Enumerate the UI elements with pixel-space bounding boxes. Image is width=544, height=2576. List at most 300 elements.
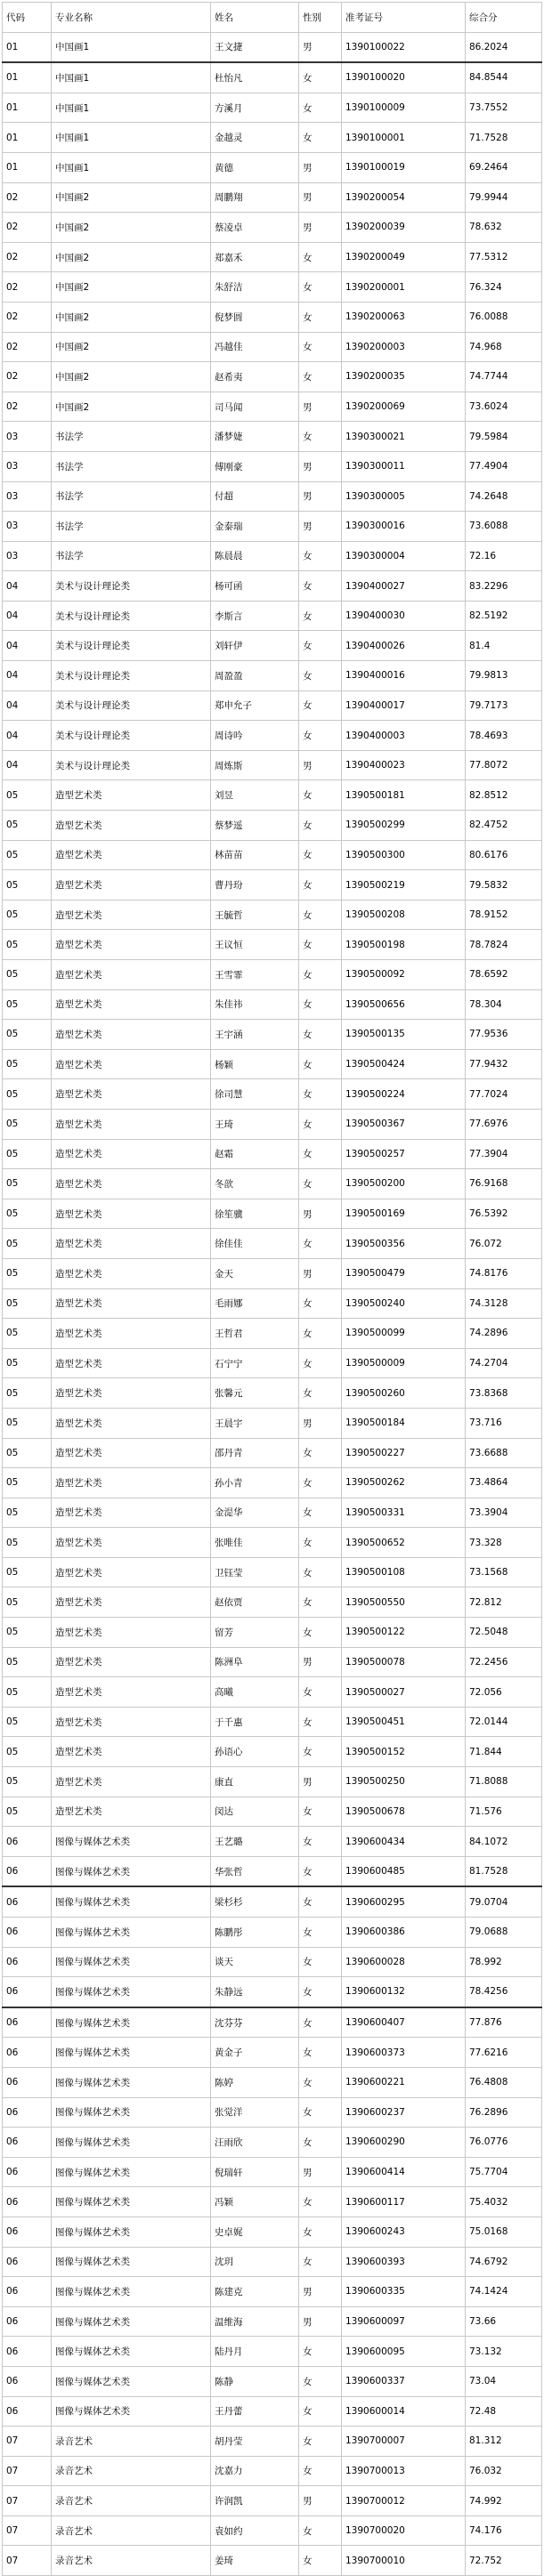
gender-cell: 女 <box>299 1169 342 1199</box>
score-cell: 72.2456 <box>466 1647 542 1677</box>
exam-id-cell: 1390700020 <box>342 2515 466 2546</box>
code-cell: 02 <box>3 362 52 392</box>
gender-cell: 男 <box>299 451 342 481</box>
table-row <box>3 93 542 123</box>
exam-id-cell: 1390600386 <box>342 1918 466 1948</box>
gender-cell: 男 <box>299 481 342 512</box>
exam-id-cell: 1390500224 <box>342 1079 466 1110</box>
major-cell: 中国画2 <box>52 182 211 213</box>
score-cell: 75.0168 <box>466 2217 542 2247</box>
exam-id-cell: 1390500078 <box>342 1647 466 1677</box>
exam-id-cell: 1390500135 <box>342 1020 466 1050</box>
exam-id-cell: 1390200001 <box>342 272 466 303</box>
exam-id-cell: 1390600393 <box>342 2247 466 2277</box>
table-row <box>3 661 542 691</box>
code-cell: 06 <box>3 2396 52 2427</box>
name-cell: 张唯佳 <box>211 1528 299 1558</box>
table-row <box>3 2366 542 2396</box>
code-cell: 07 <box>3 2427 52 2457</box>
table-row <box>3 272 542 303</box>
gender-cell: 男 <box>299 32 342 62</box>
score-cell: 74.2648 <box>466 481 542 512</box>
gender-cell: 女 <box>299 1557 342 1587</box>
score-cell: 74.176 <box>466 2515 542 2546</box>
name-cell: 周诗吟 <box>211 721 299 751</box>
code-cell: 02 <box>3 332 52 362</box>
major-cell: 图像与媒体艺术类 <box>52 2007 211 2038</box>
major-cell: 中国画2 <box>52 213 211 243</box>
exam-id-cell: 1390500652 <box>342 1528 466 1558</box>
name-cell: 徐司慧 <box>211 1079 299 1110</box>
major-cell: 造型艺术类 <box>52 1348 211 1378</box>
major-cell: 中国画1 <box>52 32 211 62</box>
code-cell: 05 <box>3 1677 52 1708</box>
table-row <box>3 541 542 571</box>
score-cell: 82.5192 <box>466 601 542 631</box>
gender-cell: 女 <box>299 302 342 332</box>
name-cell: 沈嘉力 <box>211 2456 299 2486</box>
exam-id-cell: 1390400003 <box>342 721 466 751</box>
header-major: 专业名称 <box>52 3 211 33</box>
major-cell: 图像与媒体艺术类 <box>52 2067 211 2097</box>
major-cell: 录音艺术 <box>52 2546 211 2576</box>
score-cell: 74.8176 <box>466 1258 542 1288</box>
name-cell: 温维海 <box>211 2306 299 2337</box>
major-cell: 造型艺术类 <box>52 1020 211 1050</box>
gender-cell: 女 <box>299 1947 342 1977</box>
name-cell: 郑申允子 <box>211 690 299 721</box>
name-cell: 林苗苗 <box>211 840 299 870</box>
header-exam-id: 准考证号 <box>342 3 466 33</box>
exam-id-cell: 1390600290 <box>342 2128 466 2158</box>
name-cell: 石宁宁 <box>211 1348 299 1378</box>
table-row <box>3 721 542 751</box>
exam-id-cell: 1390500099 <box>342 1319 466 1349</box>
name-cell: 杜怡凡 <box>211 62 299 93</box>
score-cell: 72.48 <box>466 2396 542 2427</box>
code-cell: 06 <box>3 2128 52 2158</box>
code-cell: 05 <box>3 930 52 960</box>
exam-id-cell: 1390500300 <box>342 840 466 870</box>
code-cell: 05 <box>3 1737 52 1767</box>
code-cell: 03 <box>3 451 52 481</box>
score-cell: 77.6976 <box>466 1109 542 1139</box>
exam-id-cell: 1390200063 <box>342 302 466 332</box>
gender-cell: 男 <box>299 182 342 213</box>
code-cell: 05 <box>3 1528 52 1558</box>
score-cell: 73.4864 <box>466 1468 542 1498</box>
major-cell: 造型艺术类 <box>52 1587 211 1618</box>
score-cell: 78.304 <box>466 989 542 1020</box>
name-cell: 金湜华 <box>211 1498 299 1528</box>
code-cell: 04 <box>3 721 52 751</box>
exam-id-cell: 1390700013 <box>342 2456 466 2486</box>
major-cell: 书法学 <box>52 481 211 512</box>
major-cell: 图像与媒体艺术类 <box>52 2128 211 2158</box>
header-gender: 性别 <box>299 3 342 33</box>
table-row <box>3 1258 542 1288</box>
table-row <box>3 2486 542 2516</box>
code-cell: 06 <box>3 2097 52 2128</box>
major-cell: 图像与媒体艺术类 <box>52 2097 211 2128</box>
score-cell: 77.8072 <box>466 750 542 780</box>
gender-cell: 女 <box>299 1618 342 1648</box>
score-cell: 79.9944 <box>466 182 542 213</box>
exam-id-cell: 1390700012 <box>342 2486 466 2516</box>
code-cell: 05 <box>3 780 52 811</box>
major-cell: 造型艺术类 <box>52 1557 211 1587</box>
major-cell: 造型艺术类 <box>52 1618 211 1648</box>
table-row <box>3 1886 542 1917</box>
score-cell: 73.6688 <box>466 1438 542 1468</box>
table-row <box>3 930 542 960</box>
exam-id-cell: 1390400026 <box>342 631 466 661</box>
gender-cell: 女 <box>299 2217 342 2247</box>
name-cell: 陈静 <box>211 2366 299 2396</box>
code-cell: 04 <box>3 750 52 780</box>
score-cell: 79.9813 <box>466 661 542 691</box>
table-row <box>3 1468 542 1498</box>
code-cell: 05 <box>3 1797 52 1827</box>
gender-cell: 女 <box>299 1977 342 2007</box>
gender-cell: 女 <box>299 62 342 93</box>
exam-id-cell: 1390500356 <box>342 1229 466 1259</box>
score-cell: 74.1424 <box>466 2277 542 2307</box>
score-cell: 77.3904 <box>466 1139 542 1169</box>
name-cell: 傅刚豪 <box>211 451 299 481</box>
exam-id-cell: 1390500227 <box>342 1438 466 1468</box>
score-cell: 74.3128 <box>466 1288 542 1319</box>
code-cell: 03 <box>3 512 52 542</box>
gender-cell: 女 <box>299 2247 342 2277</box>
table-row <box>3 870 542 900</box>
major-cell: 图像与媒体艺术类 <box>52 2038 211 2068</box>
table-row <box>3 1288 542 1319</box>
major-cell: 图像与媒体艺术类 <box>52 1827 211 1857</box>
name-cell: 冯颖 <box>211 2187 299 2217</box>
major-cell: 造型艺术类 <box>52 811 211 841</box>
table-row <box>3 2038 542 2068</box>
table-row <box>3 1109 542 1139</box>
table-row <box>3 1498 542 1528</box>
table-row <box>3 811 542 841</box>
name-cell: 陈洲阜 <box>211 1647 299 1677</box>
major-cell: 中国画2 <box>52 272 211 303</box>
score-cell: 77.6216 <box>466 2038 542 2068</box>
score-cell: 76.2896 <box>466 2097 542 2128</box>
gender-cell: 女 <box>299 2515 342 2546</box>
table-row <box>3 571 542 602</box>
gender-cell: 男 <box>299 1199 342 1229</box>
code-cell: 05 <box>3 1618 52 1648</box>
gender-cell: 女 <box>299 332 342 362</box>
exam-id-cell: 1390600014 <box>342 2396 466 2427</box>
code-cell: 01 <box>3 62 52 93</box>
score-cell: 69.2464 <box>466 152 542 182</box>
exam-id-cell: 1390500169 <box>342 1199 466 1229</box>
major-cell: 录音艺术 <box>52 2456 211 2486</box>
name-cell: 方溪月 <box>211 93 299 123</box>
score-cell: 76.072 <box>466 1229 542 1259</box>
gender-cell: 男 <box>299 213 342 243</box>
score-cell: 74.2704 <box>466 1348 542 1378</box>
gender-cell: 女 <box>299 840 342 870</box>
table-row <box>3 1707 542 1737</box>
code-cell: 05 <box>3 1557 52 1587</box>
exam-id-cell: 1390500424 <box>342 1049 466 1079</box>
exam-id-cell: 1390500367 <box>342 1109 466 1139</box>
code-cell: 05 <box>3 811 52 841</box>
code-cell: 06 <box>3 2187 52 2217</box>
major-cell: 造型艺术类 <box>52 989 211 1020</box>
gender-cell: 女 <box>299 1797 342 1827</box>
table-row <box>3 422 542 452</box>
code-cell: 05 <box>3 1378 52 1409</box>
table-row <box>3 213 542 243</box>
score-cell: 72.752 <box>466 2546 542 2576</box>
score-cell: 78.992 <box>466 1947 542 1977</box>
table-row <box>3 2128 542 2158</box>
score-cell: 77.7024 <box>466 1079 542 1110</box>
table-row <box>3 2337 542 2367</box>
gender-cell: 女 <box>299 960 342 990</box>
score-cell: 73.716 <box>466 1408 542 1438</box>
gender-cell: 女 <box>299 989 342 1020</box>
gender-cell: 女 <box>299 2396 342 2427</box>
name-cell: 梁杉杉 <box>211 1886 299 1917</box>
score-cell: 78.9152 <box>466 900 542 930</box>
gender-cell: 女 <box>299 1319 342 1349</box>
gender-cell: 女 <box>299 2038 342 2068</box>
major-cell: 美术与设计理论类 <box>52 690 211 721</box>
major-cell: 图像与媒体艺术类 <box>52 2396 211 2427</box>
score-cell: 71.7528 <box>466 123 542 153</box>
name-cell: 于千惠 <box>211 1707 299 1737</box>
table-row <box>3 1020 542 1050</box>
code-cell: 05 <box>3 1319 52 1349</box>
score-cell: 73.6024 <box>466 392 542 422</box>
code-cell: 04 <box>3 571 52 602</box>
score-cell: 74.6792 <box>466 2247 542 2277</box>
header-name: 姓名 <box>211 3 299 33</box>
exam-id-cell: 1390600337 <box>342 2366 466 2396</box>
name-cell: 孙语心 <box>211 1737 299 1767</box>
exam-id-cell: 1390300021 <box>342 422 466 452</box>
table-row <box>3 1169 542 1199</box>
major-cell: 图像与媒体艺术类 <box>52 2337 211 2367</box>
exam-id-cell: 1390200003 <box>342 332 466 362</box>
gender-cell: 女 <box>299 1109 342 1139</box>
gender-cell: 女 <box>299 1378 342 1409</box>
score-cell: 71.576 <box>466 1797 542 1827</box>
table-row <box>3 1856 542 1886</box>
major-cell: 造型艺术类 <box>52 1049 211 1079</box>
major-cell: 造型艺术类 <box>52 1438 211 1468</box>
code-cell: 02 <box>3 213 52 243</box>
code-cell: 04 <box>3 601 52 631</box>
table-row <box>3 1378 542 1409</box>
name-cell: 付超 <box>211 481 299 512</box>
code-cell: 02 <box>3 302 52 332</box>
gender-cell: 女 <box>299 93 342 123</box>
gender-cell: 女 <box>299 2097 342 2128</box>
gender-cell: 女 <box>299 601 342 631</box>
score-cell: 74.7744 <box>466 362 542 392</box>
exam-id-cell: 1390200054 <box>342 182 466 213</box>
name-cell: 周鹏翔 <box>211 182 299 213</box>
score-cell: 73.3904 <box>466 1498 542 1528</box>
major-cell: 图像与媒体艺术类 <box>52 2277 211 2307</box>
gender-cell: 女 <box>299 362 342 392</box>
exam-id-cell: 1390500240 <box>342 1288 466 1319</box>
table-row <box>3 2277 542 2307</box>
gender-cell: 女 <box>299 2337 342 2367</box>
score-cell: 77.5312 <box>466 242 542 272</box>
score-cell: 72.0144 <box>466 1707 542 1737</box>
major-cell: 中国画1 <box>52 93 211 123</box>
gender-cell: 女 <box>299 242 342 272</box>
exam-id-cell: 1390500299 <box>342 811 466 841</box>
exam-id-cell: 1390500184 <box>342 1408 466 1438</box>
gender-cell: 女 <box>299 780 342 811</box>
major-cell: 造型艺术类 <box>52 840 211 870</box>
major-cell: 书法学 <box>52 422 211 452</box>
major-cell: 美术与设计理论类 <box>52 571 211 602</box>
name-cell: 赵霜 <box>211 1139 299 1169</box>
score-cell: 81.7528 <box>466 1856 542 1886</box>
score-cell: 73.1568 <box>466 1557 542 1587</box>
exam-id-cell: 1390500208 <box>342 900 466 930</box>
major-cell: 造型艺术类 <box>52 1139 211 1169</box>
name-cell: 邵丹青 <box>211 1438 299 1468</box>
code-cell: 05 <box>3 1258 52 1288</box>
major-cell: 造型艺术类 <box>52 870 211 900</box>
table-row <box>3 2427 542 2457</box>
gender-cell: 女 <box>299 1020 342 1050</box>
major-cell: 造型艺术类 <box>52 1677 211 1708</box>
major-cell: 图像与媒体艺术类 <box>52 1886 211 1917</box>
name-cell: 陆丹月 <box>211 2337 299 2367</box>
major-cell: 造型艺术类 <box>52 1079 211 1110</box>
header-row <box>3 3 542 33</box>
name-cell: 金越灵 <box>211 123 299 153</box>
code-cell: 02 <box>3 272 52 303</box>
score-cell: 79.7173 <box>466 690 542 721</box>
score-cell: 76.032 <box>466 2456 542 2486</box>
table-row <box>3 2157 542 2187</box>
major-cell: 美术与设计理论类 <box>52 750 211 780</box>
name-cell: 徐笙骥 <box>211 1199 299 1229</box>
major-cell: 造型艺术类 <box>52 1319 211 1349</box>
major-cell: 书法学 <box>52 512 211 542</box>
exam-id-cell: 1390600117 <box>342 2187 466 2217</box>
score-cell: 73.66 <box>466 2306 542 2337</box>
name-cell: 周炼斯 <box>211 750 299 780</box>
gender-cell: 女 <box>299 1079 342 1110</box>
major-cell: 图像与媒体艺术类 <box>52 1947 211 1977</box>
major-cell: 中国画2 <box>52 362 211 392</box>
score-cell: 79.0688 <box>466 1918 542 1948</box>
code-cell: 05 <box>3 1647 52 1677</box>
table-row <box>3 2396 542 2427</box>
major-cell: 造型艺术类 <box>52 1378 211 1409</box>
code-cell: 05 <box>3 1767 52 1797</box>
table-row <box>3 242 542 272</box>
table-row <box>3 1139 542 1169</box>
major-cell: 造型艺术类 <box>52 1169 211 1199</box>
gender-cell: 女 <box>299 721 342 751</box>
name-cell: 留芳 <box>211 1618 299 1648</box>
gender-cell: 女 <box>299 2427 342 2457</box>
gender-cell: 女 <box>299 272 342 303</box>
major-cell: 造型艺术类 <box>52 1737 211 1767</box>
table-row <box>3 152 542 182</box>
exam-id-cell: 1390300004 <box>342 541 466 571</box>
gender-cell: 女 <box>299 1438 342 1468</box>
score-cell: 73.04 <box>466 2366 542 2396</box>
name-cell: 王毓哲 <box>211 900 299 930</box>
gender-cell: 女 <box>299 811 342 841</box>
gender-cell: 男 <box>299 512 342 542</box>
code-cell: 05 <box>3 1109 52 1139</box>
name-cell: 朱佳祎 <box>211 989 299 1020</box>
gender-cell: 男 <box>299 1408 342 1438</box>
exam-id-cell: 1390600028 <box>342 1947 466 1977</box>
gender-cell: 女 <box>299 1348 342 1378</box>
gender-cell: 男 <box>299 2157 342 2187</box>
name-cell: 卫钰莹 <box>211 1557 299 1587</box>
code-cell: 04 <box>3 690 52 721</box>
name-cell: 胡丹莹 <box>211 2427 299 2457</box>
score-cell: 78.4256 <box>466 1977 542 2007</box>
name-cell: 朱静远 <box>211 1977 299 2007</box>
exam-id-cell: 1390500122 <box>342 1618 466 1648</box>
admission-score-table <box>2 2 542 2576</box>
gender-cell: 男 <box>299 2306 342 2337</box>
exam-id-cell: 1390300011 <box>342 451 466 481</box>
gender-cell: 女 <box>299 1288 342 1319</box>
gender-cell: 女 <box>299 571 342 602</box>
major-cell: 中国画2 <box>52 242 211 272</box>
exam-id-cell: 1390500550 <box>342 1587 466 1618</box>
gender-cell: 男 <box>299 2277 342 2307</box>
score-cell: 76.4808 <box>466 2067 542 2097</box>
name-cell: 王雪霏 <box>211 960 299 990</box>
gender-cell: 女 <box>299 2187 342 2217</box>
table-row <box>3 601 542 631</box>
exam-id-cell: 1390600434 <box>342 1827 466 1857</box>
name-cell: 张觉洋 <box>211 2097 299 2128</box>
table-row <box>3 1797 542 1827</box>
table-row <box>3 1408 542 1438</box>
exam-id-cell: 1390600414 <box>342 2157 466 2187</box>
major-cell: 造型艺术类 <box>52 930 211 960</box>
exam-id-cell: 1390500152 <box>342 1737 466 1767</box>
table-row <box>3 1319 542 1349</box>
score-cell: 82.8512 <box>466 780 542 811</box>
major-cell: 造型艺术类 <box>52 1109 211 1139</box>
code-cell: 05 <box>3 1408 52 1438</box>
table-row <box>3 750 542 780</box>
score-cell: 86.2024 <box>466 32 542 62</box>
code-cell: 05 <box>3 1288 52 1319</box>
major-cell: 图像与媒体艺术类 <box>52 1918 211 1948</box>
code-cell: 06 <box>3 1886 52 1917</box>
score-cell: 84.8544 <box>466 62 542 93</box>
code-cell: 05 <box>3 1199 52 1229</box>
name-cell: 蔡凌卓 <box>211 213 299 243</box>
code-cell: 06 <box>3 1947 52 1977</box>
